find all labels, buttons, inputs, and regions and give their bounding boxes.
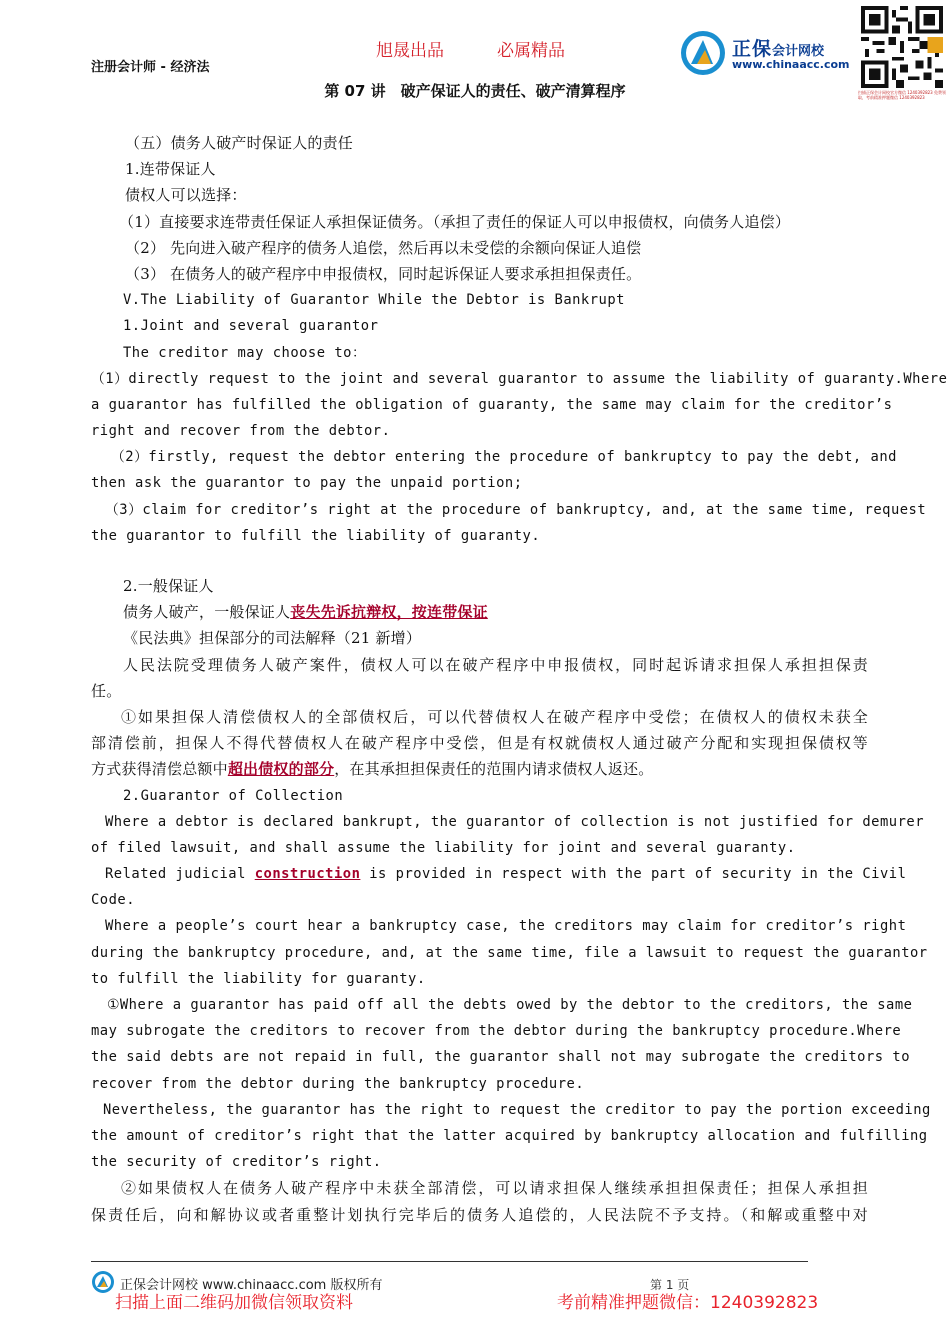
qr-code-icon — [861, 6, 943, 88]
course-name: 注册会计师 - 经济法 — [91, 60, 210, 75]
line-text: the said debts are not repaid in full, the guarantor shall not may subrogate the creditors to — [91, 1049, 910, 1066]
line-text: may subrogate the creditors to recover from the debtor during the bankruptcy procedure.Where — [91, 1023, 902, 1040]
line-text: the amount of creditor’s right that the latter acquired by bankruptcy allocation and fulfilling — [91, 1127, 928, 1144]
text-line — [91, 392, 893, 418]
highlighted-text: 丧失先诉抗辩权，按连带保证 — [290, 603, 488, 622]
slogan-left: 旭晟出品 — [376, 41, 444, 61]
text-line — [91, 730, 868, 756]
text-line — [91, 1202, 868, 1228]
text-line — [91, 313, 868, 339]
line-text: 1.Joint and several guarantor — [123, 318, 379, 335]
line-text: ②如果债权人在债务人破产程序中未获全部清偿，可以请求担保人继续承担担保责任；担保人承担担 — [121, 1179, 868, 1198]
line-text: （3）claim for creditor’s right at the procedure of bankruptcy, and, at the same time, request — [105, 501, 927, 518]
text-line — [91, 182, 868, 208]
line-text: （1）directly request to the joint and several guarantor to assume the liability of guaranty.Where — [91, 370, 948, 387]
line-text: ①Where a guarantor has paid off all the debts owed by the debtor to the creditors, the same — [107, 997, 913, 1013]
line-text: 债权人可以选择： — [125, 186, 247, 205]
line-text: right and recover from the debtor. — [91, 423, 391, 440]
line-text: a guarantor has fulfilled the obligation of guaranty, the same may claim for the creditor’s — [91, 396, 893, 413]
text-line — [91, 861, 907, 887]
text-line — [91, 992, 913, 1018]
line-text: 人民法院受理债务人破产案件，债权人可以在破产程序中申报债权，同时起诉请求担保人承担担保责 — [123, 655, 868, 674]
line-text: （3） 在债务人的破产程序中申报债权，同时起诉保证人要求承担担保责任。 — [125, 264, 642, 283]
page-number: 第 1 页 — [650, 1278, 690, 1292]
text-line — [91, 287, 868, 313]
line-text: （2） 先向进入破产程序的债务人追偿，然后再以未受偿的余额向保证人追偿 — [125, 238, 642, 257]
text-line — [91, 704, 868, 730]
line-text: 《民法典》担保部分的司法解释（21 新增） — [123, 629, 422, 648]
text-line — [91, 497, 927, 523]
text-line — [91, 523, 868, 549]
promo-left: 扫描上面二维码加微信领取资料 — [115, 1293, 353, 1313]
text-line — [91, 1044, 910, 1070]
text-line — [91, 678, 868, 704]
line-text: the guarantor to fulfill the liability of guaranty. — [91, 527, 541, 544]
text-line — [91, 573, 868, 599]
line-text: Where a debtor is declared bankrupt, the guarantor of collection is not justified for demurer — [105, 813, 924, 830]
highlighted-text: 超出债权的部分 — [227, 760, 335, 779]
text-line — [91, 1149, 868, 1175]
text-line — [91, 913, 907, 939]
text-line — [91, 261, 868, 287]
text-line — [91, 156, 868, 182]
line-text: Where a people’s court hear a bankruptcy case, the creditors may claim for creditor’s right — [105, 918, 907, 935]
line-text: 2.一般保证人 — [123, 577, 214, 595]
line-text: 方式获得清偿总额中 — [91, 760, 228, 779]
text-line — [91, 652, 868, 678]
text-line — [91, 625, 868, 651]
text-line — [91, 470, 868, 496]
paragraph-gap — [91, 549, 868, 573]
promo-right: 考前精准押题微信：1240392823 — [557, 1293, 819, 1313]
text-line — [91, 366, 948, 392]
line-text: V.The Liability of Guarantor While the Debtor is Bankrupt — [123, 292, 625, 309]
text-line — [91, 940, 928, 966]
line-text: （2）firstly, request the debtor entering the procedure of bankruptcy to pay the debt, and — [111, 449, 897, 466]
line-text: then ask the guarantor to pay the unpaid portion; — [91, 475, 523, 492]
line-text: to fulfill the liability for guaranty. — [91, 970, 426, 987]
text-line — [91, 599, 868, 625]
footer-divider — [91, 1261, 808, 1262]
text-line — [91, 235, 868, 261]
line-text: （五）债务人破产时保证人的责任 — [125, 134, 354, 152]
text-line — [91, 1097, 931, 1123]
text-line — [91, 887, 868, 913]
logo-name: 正保会计网校 — [732, 38, 825, 60]
text-line — [91, 444, 897, 470]
footer-copyright: 正保会计网校 www.chinaacc.com 版权所有 — [120, 1278, 383, 1293]
line-text: 2.Guarantor of Collection — [123, 787, 344, 804]
line-text: Nevertheless, the guarantor has the right to request the creditor to pay the portion exceeding — [103, 1101, 931, 1118]
footer-logo-icon — [91, 1270, 115, 1294]
document-body — [91, 130, 948, 1228]
qr-caption: 扫描正保会计网校官方微信 1240392823 免费领取，考前精准押题微信 1240392823 — [858, 90, 946, 100]
line-text: of filed lawsuit, and shall assume the liability for joint and several guaranty. — [91, 839, 796, 856]
text-line — [91, 835, 868, 861]
text-line — [91, 966, 868, 992]
line-text: 债务人破产，一般保证人 — [123, 603, 291, 622]
line-text: the security of creditor’s right. — [91, 1154, 382, 1171]
line-text: Related judicial — [105, 866, 255, 883]
highlighted-text: construction — [254, 866, 361, 883]
line-text: 1.连带保证人 — [125, 160, 216, 179]
line-text: （1）直接要求连带责任保证人承担保证债务。（承担了责任的保证人可以申报债权，向债务人追偿） — [119, 212, 791, 231]
text-line — [91, 1071, 868, 1097]
text-line — [91, 1018, 902, 1044]
text-line — [91, 1175, 868, 1201]
line-text: 保责任后，向和解协议或者重整计划执行完毕后的债务人追偿的，人民法院不予支持。（和解或重整中对 — [91, 1205, 868, 1224]
text-line — [91, 130, 868, 156]
text-line — [91, 1123, 928, 1149]
text-line — [91, 209, 868, 235]
line-text: ①如果担保人清偿债权人的全部债权后，可以代替债权人在破产程序中受偿；在债权人的债权未获全 — [121, 707, 868, 726]
line-text: The creditor may choose to： — [123, 344, 367, 361]
text-line — [91, 756, 868, 782]
line-text-after: ，在其承担担保责任的范围内请求债权人返还。 — [334, 760, 654, 779]
page-title: 第 07 讲 破产保证人的责任、破产清算程序 — [324, 82, 626, 100]
text-line — [91, 783, 868, 809]
text-line — [91, 809, 924, 835]
line-text: Code. — [91, 892, 136, 909]
logo-url: www.chinaacc.com — [732, 58, 850, 71]
line-text: recover from the debtor during the bankruptcy procedure. — [91, 1075, 585, 1092]
line-text: during the bankruptcy procedure, and, at the same time, file a lawsuit to request the guarantor — [91, 944, 928, 961]
slogan-right: 必属精品 — [497, 41, 565, 61]
line-text: 任。 — [91, 681, 122, 700]
text-line — [91, 418, 868, 444]
text-line — [91, 340, 868, 366]
line-text-after: is provided in respect with the part of security in the Civil — [360, 866, 907, 883]
line-text: 部清偿前，担保人不得代替债权人在破产程序中受偿，但是有权就债权人通过破产分配和实现担保债权等 — [91, 734, 868, 753]
